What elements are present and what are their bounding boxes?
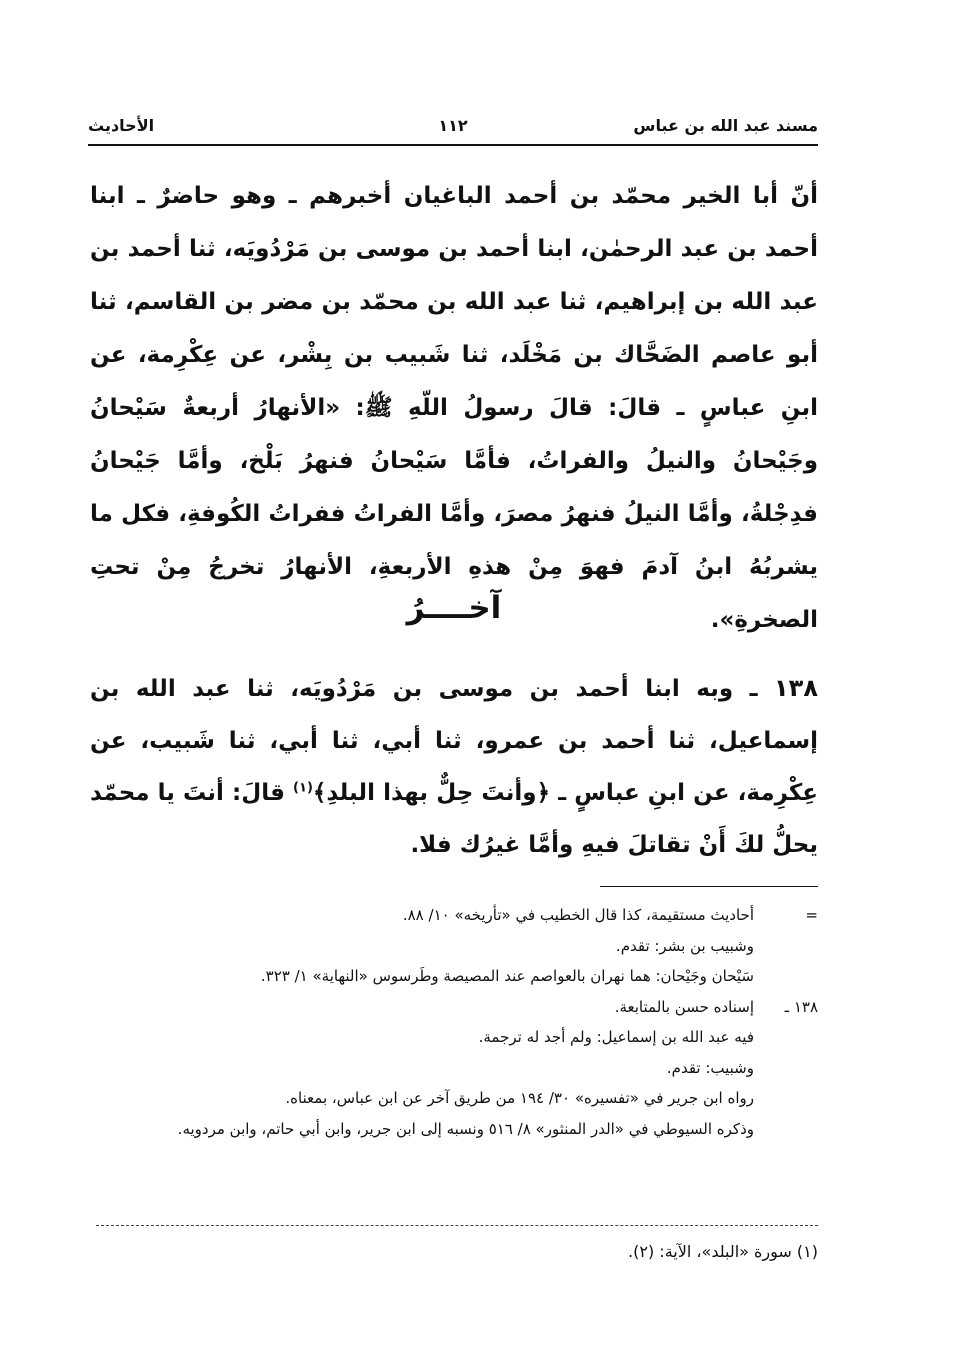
main-paragraph: أنّ أبا الخير محمّد بن أحمد الباغيان أخبرهم ـ وهو حاضرٌ ـ ابنا أحمد بن عبد الرحمٰن، ابنا أحمد بن موسى بن مَرْدُويَه، ثنا أحمد بن عبد الله بن إبراهيم، ثنا عبد الله بن محمّد بن مضر بن القاسم، ثنا أبو عاصم الضَحَّاك بن مَخْلَد، ثنا شَبيب بن بِشْر، عن عِكْرِمة، عن ابنِ عباسٍ ـ قالَ: قالَ رسولُ اللّهِ ﷺ: «الأنهارُ أربعةٌ سَيْحانُ وجَيْحانُ والنيلُ والفراتُ، فأمَّا سَيْحانُ فنهرُ بَلْخ، وأمَّا جَيْحانُ فدِجْلةُ، وأمَّا النيلُ فنهرُ مصرَ، وأمَّا الفراتُ ففراتُ الكُوفةِ، فكل ما يشربُهُ ابنُ آدمَ فهوَ مِنْ هذهِ الأربعةِ، الأنهارُ تخرجُ مِنْ تحتِ الصخرةِ». (90, 183, 818, 633)
footnote-reference: (١) (293, 780, 313, 796)
note-marker: = (805, 906, 818, 924)
note-line (96, 1053, 818, 1084)
note-text: أحاديث مستقيمة، كذا قال الخطيب في «تأريخه» ١٠/ ٨٨. (402, 906, 754, 924)
note-line (96, 900, 818, 931)
note-line (96, 1114, 818, 1145)
note-text: وشبيب بن بشر: تقدم. (615, 936, 754, 955)
note-text: إسناده حسن بالمتابعة. (614, 997, 754, 1016)
note-text: وذكره السيوطي في «الدر المنثور» ٨/ ٥١٦ ونسبه إلى ابن جرير، وابن أبي حاتم، وابن مردويه. (177, 1119, 754, 1138)
page-number: ١١٢ (438, 116, 468, 135)
book-title: مسند عبد الله بن عباس (633, 116, 818, 135)
footnote-divider (96, 1225, 818, 1226)
note-line (96, 1022, 818, 1053)
note-line (96, 1083, 818, 1114)
note-line (96, 992, 818, 1023)
note-line (96, 931, 818, 962)
hadith-number: ١٣٨ (774, 674, 818, 702)
notes-divider (600, 886, 818, 887)
section-heading: آخــــرُ (406, 590, 502, 626)
note-text: رواه ابن جرير في «تفسيره» ٣٠/ ١٩٤ من طريق آخر عن ابن عباس، بمعناه. (285, 1089, 754, 1107)
hadith-138 (90, 662, 818, 871)
commentary-notes (96, 900, 818, 1144)
note-line (96, 961, 818, 992)
note-text: فيه عبد الله بن إسماعيل: ولم أجد له ترجمة. (478, 1028, 754, 1046)
hadith-text: ـ وبه ابنا أحمد بن موسى بن مَرْدُويَه، ثنا عبد الله بن إسماعيل، ثنا أحمد بن عمرو، ثنا أبي، ثنا أبي، ثنا شَبيب، عن عِكْرِمة، عن ابنِ عباسٍ ـ ﴿وأنتَ حِلٌّ بهذا البلدِ﴾ (90, 676, 818, 806)
header-divider (88, 144, 818, 146)
section-title: الأحاديث (88, 116, 155, 135)
note-text: وشبيب: تقدم. (666, 1058, 754, 1077)
note-text: سَيْحان وجَيْحان: هما نهران بالعواصم عند المصيصة وطَرسوس «النهاية» ١/ ٣٢٣. (260, 967, 754, 985)
hadith-text-continued: قالَ: أنتَ يا محمّد يحلُّ لكَ أَنْ تقاتلَ فيهِ وأمَّا غيرُك فلا. (90, 780, 818, 858)
running-head (88, 112, 818, 144)
note-marker: ١٣٨ ـ (784, 997, 818, 1016)
footnote: (١) سورة «البلد»، الآية: (٢). (628, 1242, 818, 1261)
